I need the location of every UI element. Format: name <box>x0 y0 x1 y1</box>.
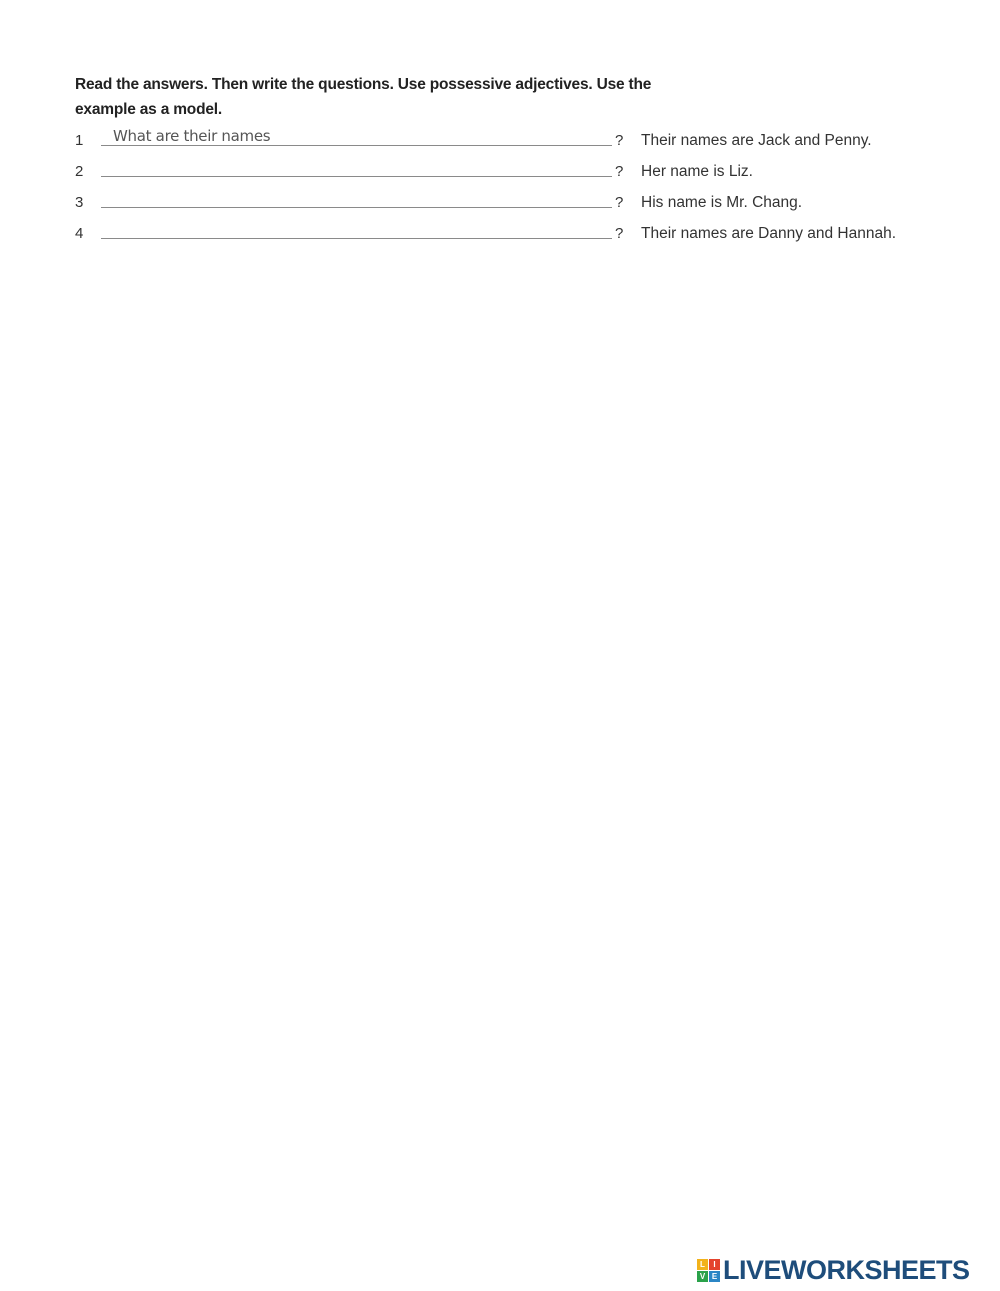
logo-block-v: V <box>697 1271 708 1282</box>
question-input-2[interactable] <box>105 157 621 177</box>
logo-blocks-icon <box>697 1259 720 1282</box>
answer-text-3: His name is Mr. Chang. <box>641 194 803 211</box>
instructions-heading: Read the answers. Then write the questions. Use possessive adjectives. Use the example as a model. <box>75 76 652 118</box>
question-row-2 <box>75 157 955 187</box>
answer-text-1: Their names are Jack and Penny. <box>641 132 872 149</box>
question-number: 1 <box>75 132 84 149</box>
question-input-4[interactable] <box>105 219 621 239</box>
logo-block-i: I <box>709 1259 720 1270</box>
question-row-3 <box>75 188 955 218</box>
question-input-3[interactable] <box>105 188 621 208</box>
logo-block-l: L <box>697 1259 708 1270</box>
question-mark: ? <box>615 194 624 211</box>
logo-text: LIVEWORKSHEETS <box>723 1254 970 1285</box>
question-number: 2 <box>75 163 84 180</box>
question-row-4 <box>75 219 955 249</box>
question-mark: ? <box>615 132 624 149</box>
question-row-1 <box>75 126 955 156</box>
logo-block-e: E <box>709 1271 720 1282</box>
liveworksheets-logo <box>697 1256 970 1284</box>
question-number: 4 <box>75 225 84 242</box>
question-number: 3 <box>75 194 84 211</box>
answer-text-2: Her name is Liz. <box>641 163 753 180</box>
question-mark: ? <box>615 163 624 180</box>
question-input-1[interactable] <box>105 126 621 146</box>
question-mark: ? <box>615 225 624 242</box>
answer-text-4: Their names are Danny and Hannah. <box>641 225 897 242</box>
